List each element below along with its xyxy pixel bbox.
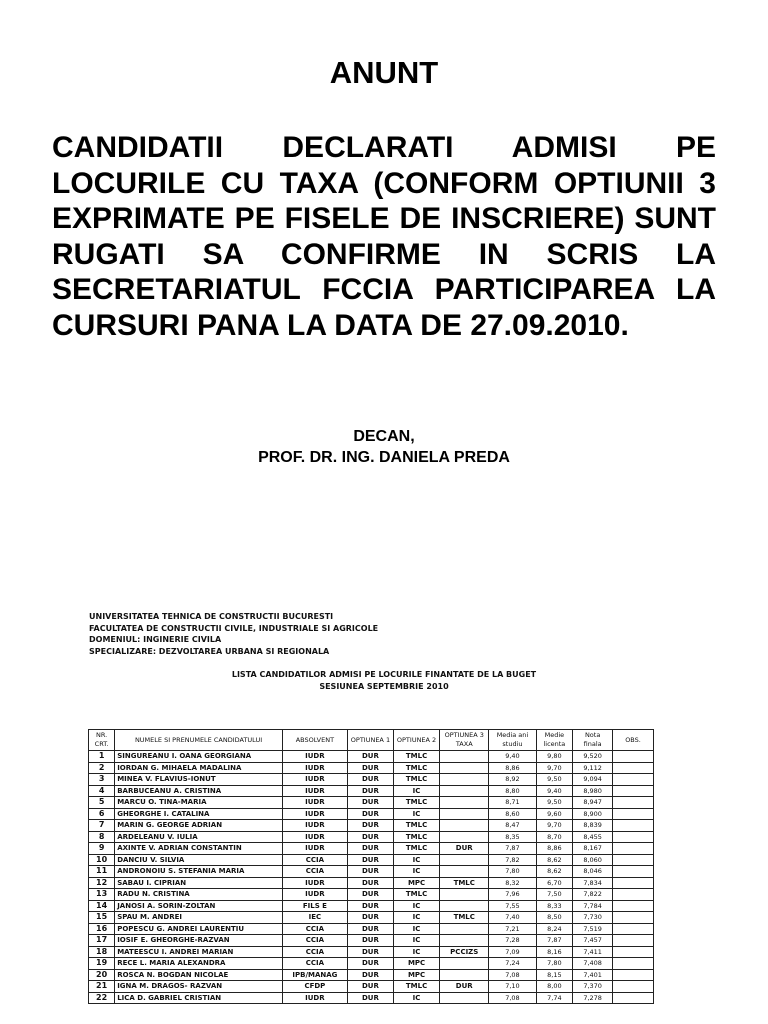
cell-option-1: DUR (347, 797, 393, 809)
cell-option-3: PCCIZS (440, 946, 489, 958)
cell-name: SINGUREANU I. OANA GEORGIANA (115, 751, 283, 763)
header-name: NUMELE SI PRENUMELE CANDIDATULUI (115, 730, 283, 751)
cell-final-grade: 7,730 (573, 912, 613, 924)
cell-name: ARDELEANU V. IULIA (115, 831, 283, 843)
list-heading (0, 669, 768, 693)
announcement-title: ANUNT (329, 55, 439, 90)
cell-option-3 (440, 923, 489, 935)
cell-absolvent: IUDR (282, 889, 347, 901)
institution-header (89, 611, 378, 657)
cell-name: SPAU M. ANDREI (115, 912, 283, 924)
cell-license-average: 8,33 (536, 900, 573, 912)
cell-license-average: 8,70 (536, 831, 573, 843)
cell-option-3: TMLC (440, 912, 489, 924)
cell-name: IGNA M. DRAGOS- RAZVAN (115, 981, 283, 993)
cell-option-1: DUR (347, 774, 393, 786)
cell-final-grade: 7,411 (573, 946, 613, 958)
cell-nr: 13 (89, 889, 115, 901)
header-study-average: Media ani studiu (489, 730, 536, 751)
cell-name: BARBUCEANU A. CRISTINA (115, 785, 283, 797)
cell-final-grade: 7,401 (573, 969, 613, 981)
cell-option-2: TMLC (394, 889, 440, 901)
cell-option-2: IC (394, 935, 440, 947)
table-header-row (89, 730, 654, 751)
cell-name: LICA D. GABRIEL CRISTIAN (115, 992, 283, 1004)
cell-option-1: DUR (347, 981, 393, 993)
cell-option-2: MPC (394, 877, 440, 889)
table-row (89, 762, 654, 774)
table-row (89, 877, 654, 889)
cell-license-average: 7,80 (536, 958, 573, 970)
cell-option-1: DUR (347, 820, 393, 832)
cell-nr: 7 (89, 820, 115, 832)
cell-name: ROSCA N. BOGDAN NICOLAE (115, 969, 283, 981)
signature-name: PROF. DR. ING. DANIELA PREDA (258, 449, 510, 466)
cell-option-1: DUR (347, 946, 393, 958)
cell-license-average: 6,70 (536, 877, 573, 889)
cell-absolvent: IUDR (282, 762, 347, 774)
cell-final-grade: 7,834 (573, 877, 613, 889)
cell-option-2: IC (394, 912, 440, 924)
cell-absolvent: IEC (282, 912, 347, 924)
cell-option-1: DUR (347, 877, 393, 889)
cell-nr: 1 (89, 751, 115, 763)
table-row (89, 935, 654, 947)
cell-option-1: DUR (347, 843, 393, 855)
cell-option-2: MPC (394, 958, 440, 970)
cell-absolvent: FILS E (282, 900, 347, 912)
table-row (89, 843, 654, 855)
cell-name: IOSIF E. GHEORGHE-RAZVAN (115, 935, 283, 947)
cell-absolvent: IUDR (282, 992, 347, 1004)
cell-nr: 22 (89, 992, 115, 1004)
cell-option-2: TMLC (394, 831, 440, 843)
cell-observations (613, 751, 654, 763)
cell-observations (613, 843, 654, 855)
cell-option-1: DUR (347, 969, 393, 981)
cell-absolvent: CCIA (282, 923, 347, 935)
cell-study-average: 7,82 (489, 854, 536, 866)
cell-option-1: DUR (347, 785, 393, 797)
cell-option-3 (440, 992, 489, 1004)
cell-name: MARCU O. TINA-MARIA (115, 797, 283, 809)
cell-observations (613, 958, 654, 970)
header-option-1: OPTIUNEA 1 (347, 730, 393, 751)
cell-option-2: TMLC (394, 981, 440, 993)
cell-final-grade: 7,457 (573, 935, 613, 947)
cell-option-2: IC (394, 854, 440, 866)
cell-option-3 (440, 751, 489, 763)
cell-study-average: 7,08 (489, 969, 536, 981)
cell-option-2: TMLC (394, 820, 440, 832)
cell-option-1: DUR (347, 808, 393, 820)
cell-final-grade: 8,060 (573, 854, 613, 866)
cell-final-grade: 9,520 (573, 751, 613, 763)
cell-absolvent: IUDR (282, 797, 347, 809)
cell-option-1: DUR (347, 992, 393, 1004)
cell-option-3 (440, 797, 489, 809)
table-row (89, 912, 654, 924)
cell-option-1: DUR (347, 912, 393, 924)
cell-option-1: DUR (347, 900, 393, 912)
table-row (89, 946, 654, 958)
cell-final-grade: 9,094 (573, 774, 613, 786)
cell-nr: 11 (89, 866, 115, 878)
cell-absolvent: IUDR (282, 877, 347, 889)
cell-name: MATEESCU I. ANDREI MARIAN (115, 946, 283, 958)
header-option-3: OPTIUNEA 3 TAXA (440, 730, 489, 751)
signature-block (0, 426, 768, 468)
cell-observations (613, 912, 654, 924)
cell-absolvent: IUDR (282, 808, 347, 820)
cell-observations (613, 900, 654, 912)
cell-option-3 (440, 935, 489, 947)
cell-option-3 (440, 774, 489, 786)
table-row (89, 900, 654, 912)
specialization-name: SPECIALIZARE: DEZVOLTAREA URBANA SI REGIONALA (89, 646, 330, 656)
cell-observations (613, 831, 654, 843)
cell-study-average: 7,87 (489, 843, 536, 855)
cell-license-average: 9,40 (536, 785, 573, 797)
cell-absolvent: IUDR (282, 785, 347, 797)
cell-option-1: DUR (347, 751, 393, 763)
cell-option-3 (440, 889, 489, 901)
cell-name: DANCIU V. SILVIA (115, 854, 283, 866)
cell-final-grade: 8,455 (573, 831, 613, 843)
cell-option-1: DUR (347, 958, 393, 970)
cell-license-average: 8,86 (536, 843, 573, 855)
cell-study-average: 7,10 (489, 981, 536, 993)
cell-final-grade: 7,784 (573, 900, 613, 912)
table-row (89, 774, 654, 786)
cell-final-grade: 7,519 (573, 923, 613, 935)
table-row (89, 992, 654, 1004)
cell-option-2: IC (394, 946, 440, 958)
cell-observations (613, 981, 654, 993)
cell-study-average: 7,80 (489, 866, 536, 878)
cell-final-grade: 8,046 (573, 866, 613, 878)
cell-final-grade: 8,900 (573, 808, 613, 820)
header-nr: NR. CRT. (89, 730, 115, 751)
cell-name: IORDAN G. MIHAELA MADALINA (115, 762, 283, 774)
cell-option-3 (440, 854, 489, 866)
list-title: LISTA CANDIDATILOR ADMISI PE LOCURILE FINANTATE DE LA BUGET (231, 670, 537, 679)
cell-study-average: 7,96 (489, 889, 536, 901)
header-option-2: OPTIUNEA 2 (394, 730, 440, 751)
signature-role: DECAN, (353, 428, 415, 445)
cell-option-3 (440, 762, 489, 774)
cell-license-average: 7,74 (536, 992, 573, 1004)
cell-observations (613, 808, 654, 820)
header-observations: OBS. (613, 730, 654, 751)
cell-name: RADU N. CRISTINA (115, 889, 283, 901)
cell-license-average: 9,50 (536, 774, 573, 786)
cell-study-average: 7,08 (489, 992, 536, 1004)
table-row (89, 854, 654, 866)
cell-nr: 3 (89, 774, 115, 786)
cell-observations (613, 969, 654, 981)
cell-final-grade: 7,370 (573, 981, 613, 993)
cell-study-average: 7,24 (489, 958, 536, 970)
cell-nr: 10 (89, 854, 115, 866)
table-row (89, 751, 654, 763)
cell-option-1: DUR (347, 854, 393, 866)
cell-nr: 8 (89, 831, 115, 843)
cell-absolvent: CCIA (282, 935, 347, 947)
cell-absolvent: IUDR (282, 820, 347, 832)
header-absolvent: ABSOLVENT (282, 730, 347, 751)
cell-observations (613, 877, 654, 889)
cell-absolvent: CFDP (282, 981, 347, 993)
table-row (89, 969, 654, 981)
cell-option-3 (440, 969, 489, 981)
table-row (89, 797, 654, 809)
table-row (89, 808, 654, 820)
cell-observations (613, 797, 654, 809)
domain-name: DOMENIUL: INGINERIE CIVILA (89, 635, 222, 644)
cell-option-2: IC (394, 900, 440, 912)
cell-final-grade: 8,980 (573, 785, 613, 797)
cell-study-average: 8,92 (489, 774, 536, 786)
cell-name: POPESCU G. ANDREI LAURENTIU (115, 923, 283, 935)
cell-nr: 14 (89, 900, 115, 912)
table-row (89, 923, 654, 935)
cell-observations (613, 935, 654, 947)
cell-option-2: TMLC (394, 774, 440, 786)
cell-nr: 21 (89, 981, 115, 993)
cell-option-2: IC (394, 808, 440, 820)
cell-study-average: 7,40 (489, 912, 536, 924)
cell-license-average: 9,60 (536, 808, 573, 820)
cell-nr: 15 (89, 912, 115, 924)
cell-name: AXINTE V. ADRIAN CONSTANTIN (115, 843, 283, 855)
table-row (89, 831, 654, 843)
cell-study-average: 8,47 (489, 820, 536, 832)
cell-license-average: 9,50 (536, 797, 573, 809)
cell-option-3: DUR (440, 843, 489, 855)
cell-study-average: 7,09 (489, 946, 536, 958)
cell-license-average: 9,80 (536, 751, 573, 763)
cell-absolvent: IUDR (282, 843, 347, 855)
cell-observations (613, 854, 654, 866)
cell-option-3 (440, 958, 489, 970)
cell-option-3 (440, 866, 489, 878)
table-row (89, 820, 654, 832)
announcement-body: CANDIDATII DECLARATI ADMISI PE LOCURILE CU TAXA (CONFORM OPTIUNII 3 EXPRIMATE PE FISELE DE INSCRIERE) SUNT RUGATI SA CONFIRME IN SCRIS LA SECRETARIATUL FCCIA PARTICIPAREA LA CURSURI PANA LA DATA DE 27.09.2010. (52, 131, 716, 342)
cell-license-average: 9,70 (536, 762, 573, 774)
cell-option-2: TMLC (394, 843, 440, 855)
cell-observations (613, 774, 654, 786)
cell-option-3 (440, 820, 489, 832)
cell-observations (613, 785, 654, 797)
cell-license-average: 8,24 (536, 923, 573, 935)
cell-option-3: DUR (440, 981, 489, 993)
cell-option-1: DUR (347, 866, 393, 878)
cell-option-1: DUR (347, 889, 393, 901)
cell-nr: 20 (89, 969, 115, 981)
list-session: SESIUNEA SEPTEMBRIE 2010 (319, 682, 449, 691)
cell-observations (613, 923, 654, 935)
cell-license-average: 9,70 (536, 820, 573, 832)
cell-license-average: 8,15 (536, 969, 573, 981)
cell-observations (613, 992, 654, 1004)
cell-option-2: IC (394, 923, 440, 935)
table-row (89, 889, 654, 901)
header-license-average: Medie licenta (536, 730, 573, 751)
cell-nr: 19 (89, 958, 115, 970)
cell-nr: 16 (89, 923, 115, 935)
faculty-name: FACULTATEA DE CONSTRUCTII CIVILE, INDUSTRIALE SI AGRICOLE (89, 623, 379, 633)
cell-name: GHEORGHE I. CATALINA (115, 808, 283, 820)
cell-study-average: 8,35 (489, 831, 536, 843)
cell-option-2: TMLC (394, 762, 440, 774)
cell-absolvent: IPB/MANAG (282, 969, 347, 981)
cell-option-1: DUR (347, 923, 393, 935)
cell-nr: 18 (89, 946, 115, 958)
cell-option-2: IC (394, 992, 440, 1004)
cell-study-average: 8,86 (489, 762, 536, 774)
cell-option-2: TMLC (394, 797, 440, 809)
cell-license-average: 8,50 (536, 912, 573, 924)
cell-option-2: MPC (394, 969, 440, 981)
cell-option-1: DUR (347, 935, 393, 947)
cell-final-grade: 8,839 (573, 820, 613, 832)
cell-option-1: DUR (347, 762, 393, 774)
cell-license-average: 8,62 (536, 854, 573, 866)
cell-option-3 (440, 808, 489, 820)
cell-name: MARIN G. GEORGE ADRIAN (115, 820, 283, 832)
cell-license-average: 8,16 (536, 946, 573, 958)
cell-absolvent: CCIA (282, 958, 347, 970)
cell-final-grade: 7,822 (573, 889, 613, 901)
cell-final-grade: 9,112 (573, 762, 613, 774)
cell-name: MINEA V. FLAVIUS-IONUT (115, 774, 283, 786)
cell-study-average: 8,60 (489, 808, 536, 820)
cell-option-1: DUR (347, 831, 393, 843)
cell-option-2: IC (394, 785, 440, 797)
cell-option-3: TMLC (440, 877, 489, 889)
cell-nr: 17 (89, 935, 115, 947)
cell-study-average: 9,40 (489, 751, 536, 763)
table-body (89, 751, 654, 1004)
cell-observations (613, 866, 654, 878)
cell-absolvent: IUDR (282, 831, 347, 843)
cell-absolvent: IUDR (282, 751, 347, 763)
cell-final-grade: 8,947 (573, 797, 613, 809)
cell-final-grade: 8,167 (573, 843, 613, 855)
cell-study-average: 7,28 (489, 935, 536, 947)
cell-option-2: TMLC (394, 751, 440, 763)
cell-option-3 (440, 900, 489, 912)
admitted-candidates-table (88, 729, 654, 1004)
table-row (89, 981, 654, 993)
cell-name: ANDRONOIU S. STEFANIA MARIA (115, 866, 283, 878)
cell-study-average: 8,32 (489, 877, 536, 889)
cell-nr: 2 (89, 762, 115, 774)
cell-nr: 6 (89, 808, 115, 820)
cell-absolvent: CCIA (282, 946, 347, 958)
cell-study-average: 7,55 (489, 900, 536, 912)
cell-observations (613, 762, 654, 774)
header-final-grade: Nota finala (573, 730, 613, 751)
cell-study-average: 8,71 (489, 797, 536, 809)
table-row (89, 958, 654, 970)
cell-absolvent: IUDR (282, 774, 347, 786)
cell-name: RECE L. MARIA ALEXANDRA (115, 958, 283, 970)
cell-absolvent: CCIA (282, 866, 347, 878)
cell-observations (613, 946, 654, 958)
cell-nr: 4 (89, 785, 115, 797)
cell-license-average: 7,50 (536, 889, 573, 901)
cell-name: SABAU I. CIPRIAN (115, 877, 283, 889)
cell-absolvent: CCIA (282, 854, 347, 866)
cell-nr: 12 (89, 877, 115, 889)
cell-option-3 (440, 831, 489, 843)
cell-nr: 5 (89, 797, 115, 809)
table-row (89, 866, 654, 878)
cell-license-average: 8,00 (536, 981, 573, 993)
cell-license-average: 7,87 (536, 935, 573, 947)
cell-name: JANOSI A. SORIN-ZOLTAN (115, 900, 283, 912)
table-row (89, 785, 654, 797)
university-name: UNIVERSITATEA TEHNICA DE CONSTRUCTII BUCURESTI (89, 612, 334, 621)
cell-option-3 (440, 785, 489, 797)
cell-nr: 9 (89, 843, 115, 855)
cell-license-average: 8,62 (536, 866, 573, 878)
cell-final-grade: 7,278 (573, 992, 613, 1004)
cell-observations (613, 820, 654, 832)
cell-option-2: IC (394, 866, 440, 878)
cell-observations (613, 889, 654, 901)
cell-study-average: 8,80 (489, 785, 536, 797)
cell-study-average: 7,21 (489, 923, 536, 935)
cell-final-grade: 7,408 (573, 958, 613, 970)
